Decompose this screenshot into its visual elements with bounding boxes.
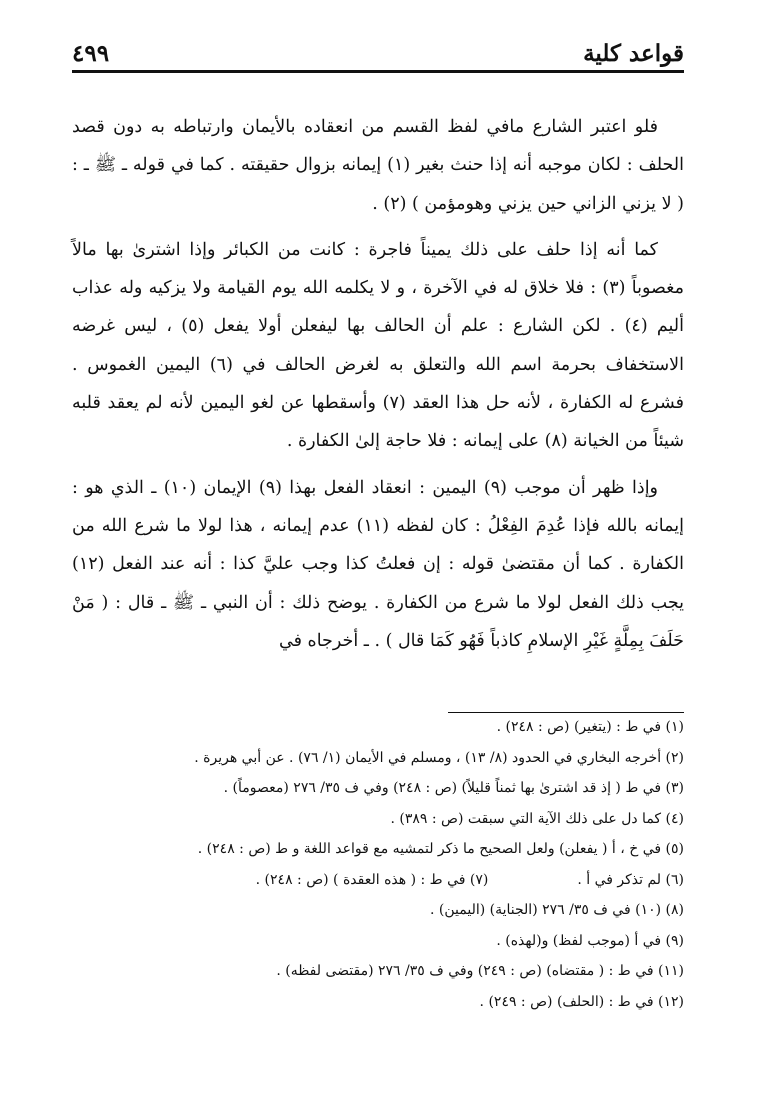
footnote: (١١) في ط : ( مقتضاه) (ص : ٢٤٩) وفي ف ٣٥/ ٢٧٦ (مقتضى لفظه) . <box>276 963 684 979</box>
paragraph: فلو اعتبر الشارع مافي لفظ القسم من انعقاده بالأيمان وارتباطه به دون قصد الحلف : لكان موجبه أنه إذا حنث بغير (١) إيمانه بزوال حقيقته . كما في قوله ـ ﷺ ـ : ( لا يزني الزاني حين يزني وهومؤمن ) (٢) . <box>72 117 684 214</box>
paragraph: وإذا ظهر أن موجب (٩) اليمين : انعقاد الفعل بهذا (٩) الإيمان (١٠) ـ الذي هو : إيمانه بالله فإذا عُدِمَ الفِعْلُ : كان لفظه (١١) عدم إيمانه ، هذا لولا ما شرع الله من الكفارة . كما أن مقتضىٰ قوله : إن فعلتُ كذا وجب عليَّ كذا : أنه عند الفعل (١٢) يجب ذلك الفعل لولا ما شرع من الكفارة . يوضح ذلك : أن النبي ـ ﷺ ـ قال : ( مَنْ حَلَفَ بِمِلَّةٍ غَيْرِ الإسلامِ كاذباً فَهُو كَمَا قال ) . ـ أخرجاه في <box>72 477 684 651</box>
main-text <box>72 108 684 668</box>
running-title: قواعد كلية <box>583 40 684 67</box>
footnote: (٣) في ط ( إذ قد اشترىٰ بها ثمناً قليلاً) (ص : ٢٤٨) وفي ف ٣٥/ ٢٧٦ (معصوماً) . <box>223 780 684 796</box>
footnote: (٥) في خ ، أ ( يفعلن) ولعل الصحيح ما ذكر لتمشيه مع قواعد اللغة و ط (ص : ٢٤٨) . <box>197 841 684 857</box>
paragraph: كما أنه إذا حلف على ذلك يميناً فاجرة : كانت من الكبائر وإذا اشترىٰ بها مالاً مغصوباً (٣) : فلا خلاق له في الآخرة ، و لا يكلمه الله يوم القيامة ولا يزكيه وله عذاب أليم (٤) . لكن الشارع : علم أن الحالف بها ليفعلن أولا يفعل (٥) ، ليس غرضه الاستخفاف بحرمة اسم الله والتعلق به لغرض الحالف في (٦) اليمين الغموس . فشرع له الكفارة ، لأنه حل هذا العقد (٧) وأسقطها عن لغو اليمين لأنه لم يعقد قلبه شيئاً من الخيانة (٨) على إيمانه : فلا حاجة إلىٰ الكفارة . <box>72 239 684 452</box>
footnote: (٩) في أ (موجب لفظ) و(لهذه) . <box>496 932 684 949</box>
page-header <box>72 34 684 73</box>
footnote: (١٢) في ط : (الحلف) (ص : ٢٤٩) . <box>479 993 684 1010</box>
footnote: (٦) لم تذكر في أ . (٧) في ط : ( هذه العقدة ) (ص : ٢٤٨) . <box>255 871 684 888</box>
footnote: (٤) كما دل على ذلك الآية التي سبقت (ص : ٣٨٩) . <box>390 810 684 827</box>
footnote: (١) في ط : (يتغير) (ص : ٢٤٨) . <box>496 719 684 735</box>
footnotes <box>72 712 684 1017</box>
footnote: (٨) (١٠) في ف ٣٥/ ٢٧٦ (الجناية) (اليمين) . <box>430 902 684 918</box>
footnote: (٢) أخرجه البخاري في الحدود (٨/ ١٣) ، ومسلم في الأيمان (١/ ٧٦) . عن أبي هريرة . <box>194 749 684 766</box>
page-number: ٤٩٩ <box>72 40 110 67</box>
